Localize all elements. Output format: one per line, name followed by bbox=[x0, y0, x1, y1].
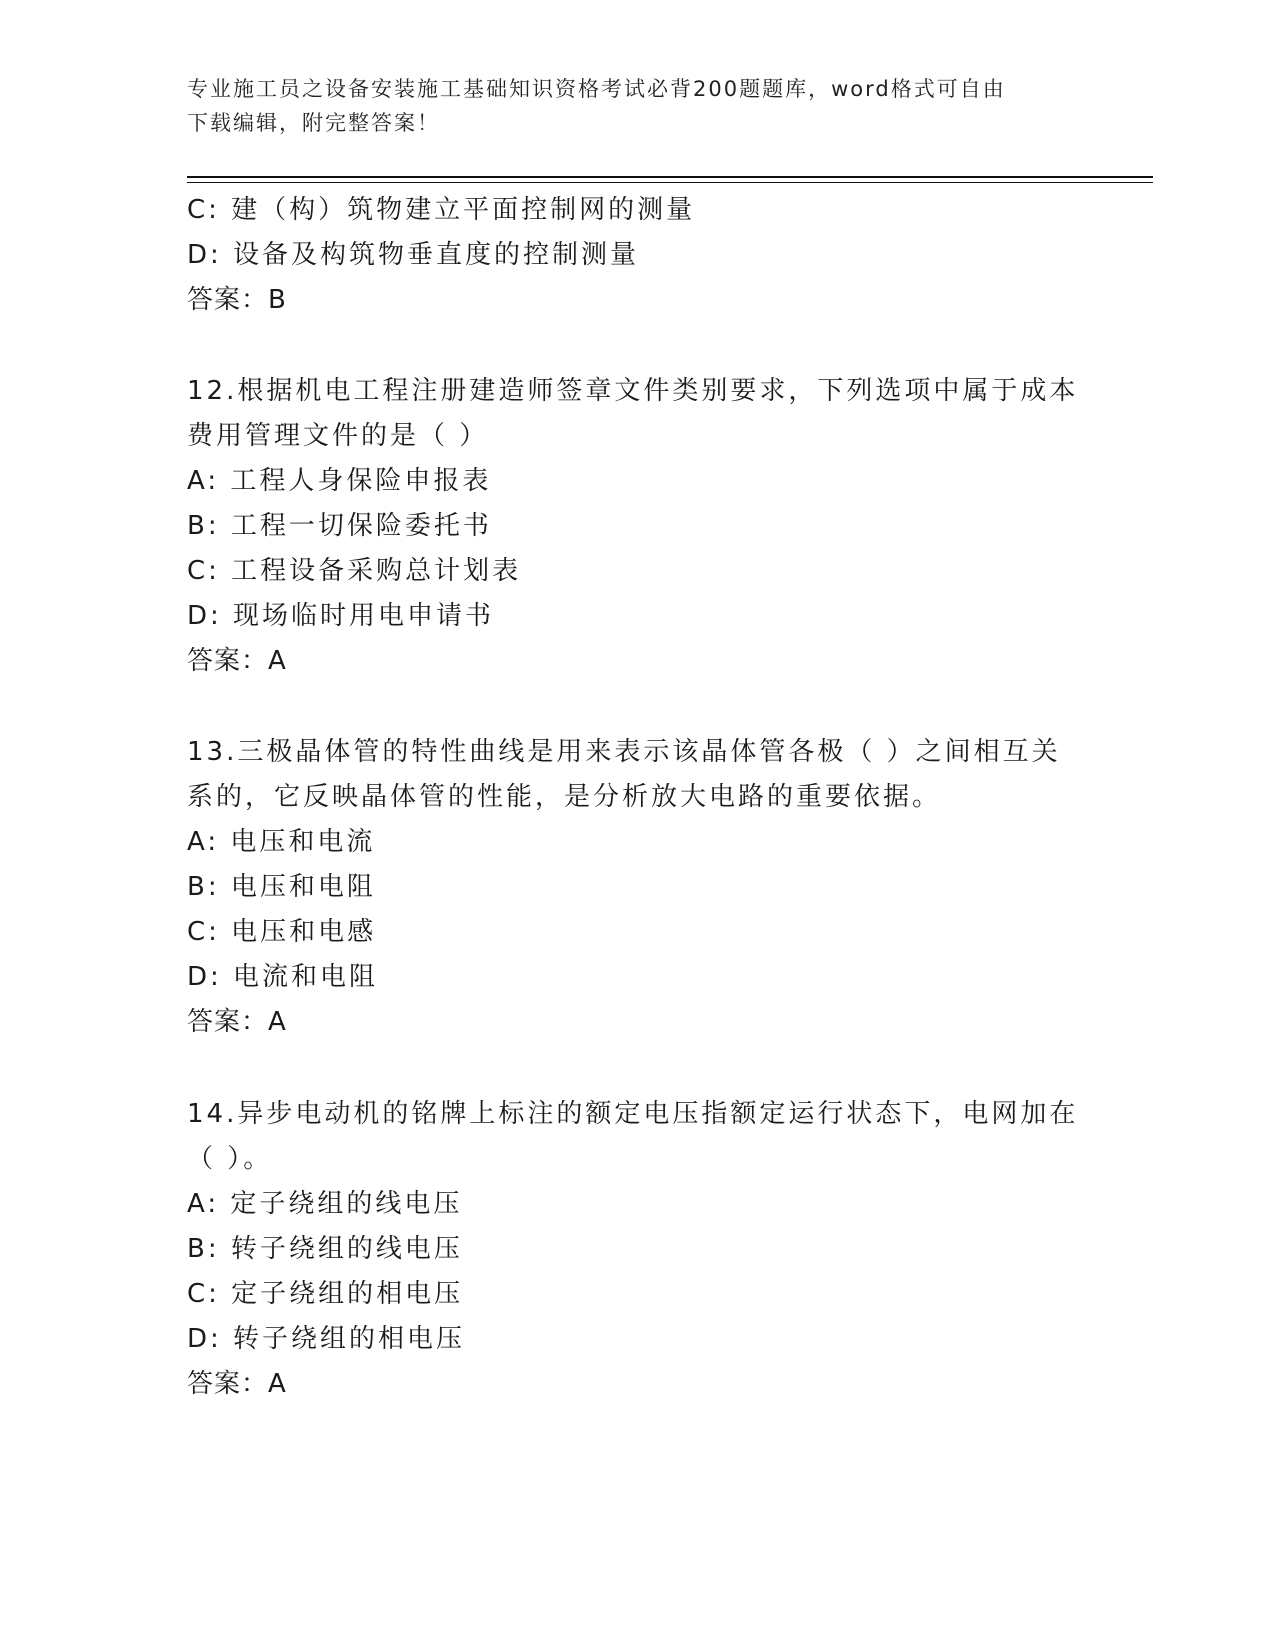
q11-answer: 答案：B bbox=[187, 285, 287, 315]
q14-answer: 答案：A bbox=[187, 1369, 287, 1399]
q14-option-d: D: 转子绕组的相电压 bbox=[187, 1324, 466, 1354]
q13-answer: 答案：A bbox=[187, 1007, 287, 1037]
q13-option-c: C: 电压和电感 bbox=[187, 917, 377, 947]
header-line-2: 下载编辑，附完整答案！ bbox=[187, 111, 440, 135]
q14-stem-line-2: （ ）。 bbox=[187, 1144, 273, 1174]
q11-option-d: D: 设备及构筑物垂直度的控制测量 bbox=[187, 240, 640, 270]
q12-option-c: C: 工程设备采购总计划表 bbox=[187, 556, 522, 586]
header-line-1: 专业施工员之设备安装施工基础知识资格考试必背200题题库，word格式可自由 bbox=[187, 77, 1006, 101]
document-header bbox=[187, 72, 1087, 140]
q14-stem-line-1: 14.异步电动机的铭牌上标注的额定电压指额定运行状态下，电网加在 bbox=[187, 1099, 1079, 1129]
q12-answer: 答案：A bbox=[187, 646, 287, 676]
q13-option-b: B: 电压和电阻 bbox=[187, 872, 376, 902]
q14-option-b: B: 转子绕组的线电压 bbox=[187, 1234, 463, 1264]
q13-stem-line-1: 13.三极晶体管的特性曲线是用来表示该晶体管各极（ ）之间相互关 bbox=[187, 737, 1061, 767]
q12-stem-line-1: 12.根据机电工程注册建造师签章文件类别要求，下列选项中属于成本 bbox=[187, 376, 1079, 406]
q12-stem-line-2: 费用管理文件的是（ ） bbox=[187, 421, 489, 451]
q12-option-a: A: 工程人身保险申报表 bbox=[187, 466, 492, 496]
q14-option-c: C: 定子绕组的相电压 bbox=[187, 1279, 464, 1309]
header-rule-thick bbox=[187, 176, 1153, 178]
q11-option-c: C: 建（构）筑物建立平面控制网的测量 bbox=[187, 195, 696, 225]
q13-option-d: D: 电流和电阻 bbox=[187, 962, 379, 992]
q12-option-b: B: 工程一切保险委托书 bbox=[187, 511, 492, 541]
q12-option-d: D: 现场临时用电申请书 bbox=[187, 601, 495, 631]
header-rule-thin bbox=[187, 182, 1153, 183]
q14-option-a: A: 定子绕组的线电压 bbox=[187, 1189, 463, 1219]
q13-option-a: A: 电压和电流 bbox=[187, 827, 376, 857]
q13-stem-line-2: 系的，它反映晶体管的性能，是分析放大电路的重要依据。 bbox=[187, 782, 942, 812]
